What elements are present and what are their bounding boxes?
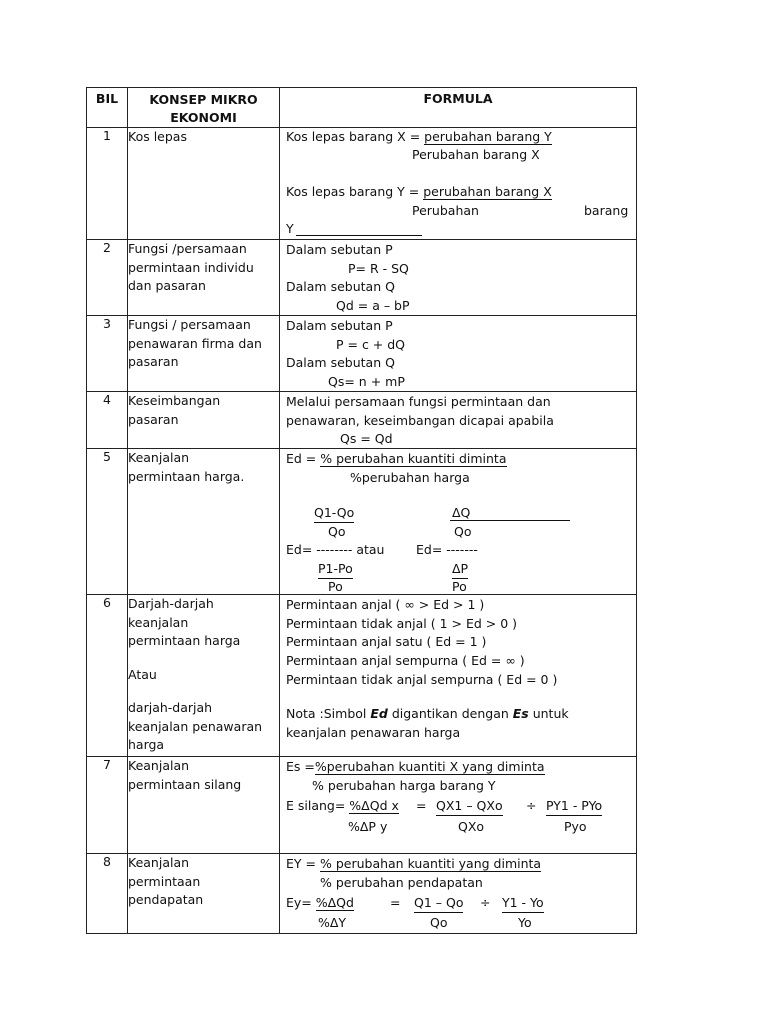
concept-cell: Fungsi /persamaan permintaan individu dan pasaran <box>128 240 280 316</box>
row-number: 1 <box>87 128 128 240</box>
table-header-row <box>87 88 637 128</box>
concept-cell: Fungsi / persamaan penawaran firma dan pasaran <box>128 316 280 392</box>
table-row <box>87 757 637 854</box>
table-row <box>87 240 637 316</box>
row-number: 5 <box>87 449 128 595</box>
row-number: 3 <box>87 316 128 392</box>
table-row <box>87 449 637 595</box>
table-row <box>87 854 637 934</box>
formula-cell: Dalam sebutan P P= R - SQ Dalam sebutan Q Qd = a – bP <box>280 240 637 316</box>
table-row <box>87 392 637 449</box>
formula-cell: Melalui persamaan fungsi permintaan dan penawaran, keseimbangan dicapai apabila Qs = Qd <box>280 392 637 449</box>
formula-cell: Ed = % perubahan kuantiti diminta %perubahan harga Q1-Qo ΔQ Qo Qo Ed= -------- atau Ed= ------- P1-Po ΔP Po Po <box>280 449 637 595</box>
formula-cell: Kos lepas barang X = perubahan barang Y Perubahan barang X Kos lepas barang Y = perubahan barang X Perubahan barang Y <box>280 128 637 240</box>
concept-cell: Keseimbangan pasaran <box>128 392 280 449</box>
concept-cell: Darjah-darjah keanjalan permintaan harga Atau darjah-darjah keanjalan penawaran harga <box>128 595 280 757</box>
formula-cell: Es =%perubahan kuantiti X yang diminta % perubahan harga barang Y E silang= %ΔQd x = QX1 – QXo ÷ PY1 - PYo %ΔP y QXo Pyo <box>280 757 637 854</box>
header-formula: FORMULA <box>280 88 637 128</box>
concept-cell: Keanjalan permintaan harga. <box>128 449 280 595</box>
formula-cell: Dalam sebutan P P = c + dQ Dalam sebutan Q Qs= n + mP <box>280 316 637 392</box>
row-number: 8 <box>87 854 128 934</box>
table-row <box>87 316 637 392</box>
formula-cell: EY = % perubahan kuantiti yang diminta % perubahan pendapatan Ey= %ΔQd = Q1 – Qo ÷ Y1 - Yo %ΔY Qo Yo <box>280 854 637 934</box>
header-bil: BIL <box>87 88 128 128</box>
row-number: 4 <box>87 392 128 449</box>
concept-cell: Keanjalan permintaan silang <box>128 757 280 854</box>
table-row <box>87 128 637 240</box>
row-number: 6 <box>87 595 128 757</box>
fraction-line <box>450 520 570 521</box>
formula-cell: Permintaan anjal ( ∞ > Ed > 1 ) Permintaan tidak anjal ( 1 > Ed > 0 ) Permintaan anjal satu ( Ed = 1 ) Permintaan anjal sempurna ( Ed = ∞ ) Permintaan tidak anjal sempurna ( Ed = 0 ) Nota :Simbol Ed digantikan dengan Es untuk keanjalan penawaran harga <box>280 595 637 757</box>
fraction-line <box>296 235 422 236</box>
concept-cell: Keanjalan permintaan pendapatan <box>128 854 280 934</box>
concept-table <box>86 87 637 934</box>
concept-cell: Kos lepas <box>128 128 280 240</box>
header-konsep: KONSEP MIKRO EKONOMI <box>128 88 280 128</box>
row-number: 7 <box>87 757 128 854</box>
row-number: 2 <box>87 240 128 316</box>
table-row <box>87 595 637 757</box>
